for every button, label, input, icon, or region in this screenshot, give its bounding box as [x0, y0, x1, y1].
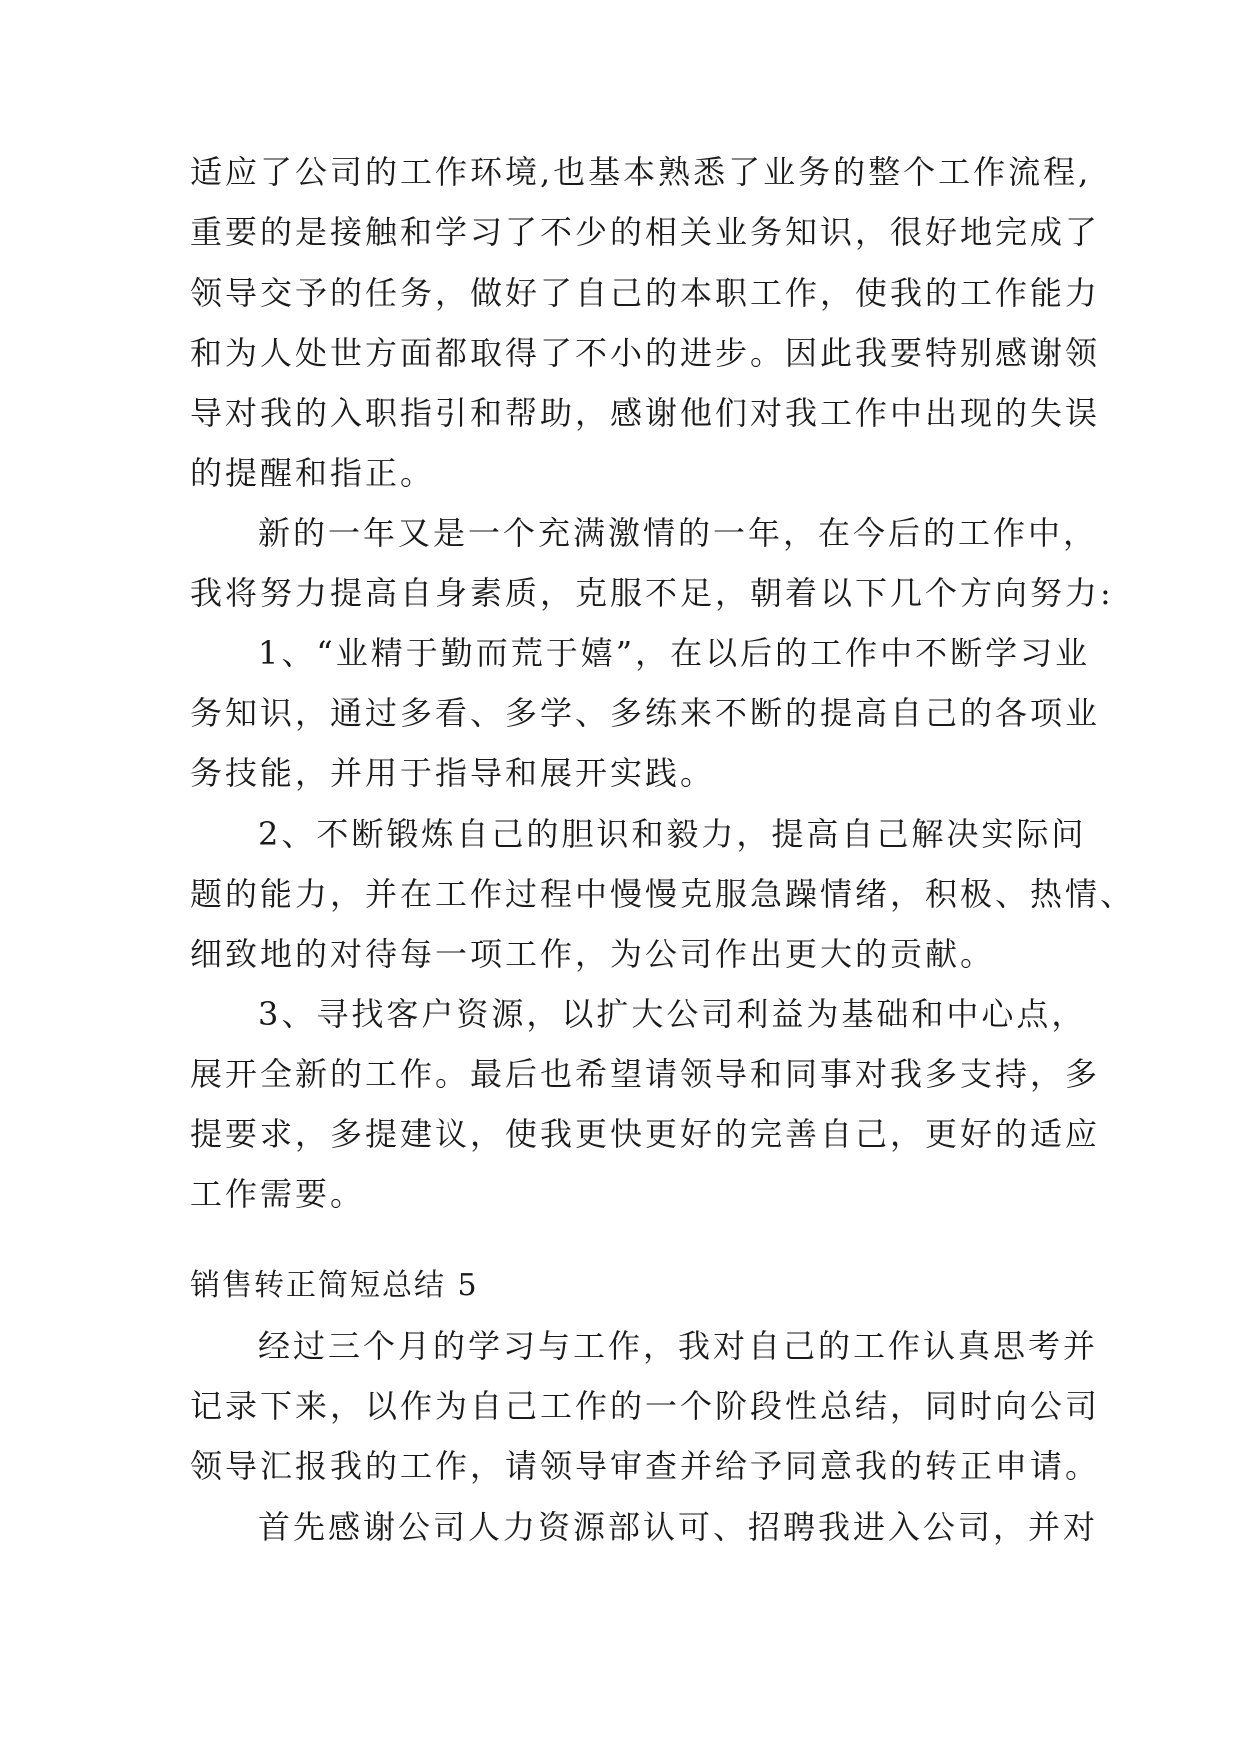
- list-item-line: 展开全新的工作。最后也希望请领导和同事对我多支持，多: [190, 1055, 1101, 1093]
- list-item-line: 务技能，并用于指导和展开实践。: [190, 754, 716, 792]
- paragraph-line: 适应了公司的工作环境,也基本熟悉了业务的整个工作流程,: [190, 153, 1092, 191]
- paragraph-line: 首先感谢公司人力资源部认可、招聘我进入公司，并对: [258, 1508, 1099, 1546]
- paragraph-line: 我将努力提高自身素质，克服不足，朝着以下几个方向努力:: [190, 574, 1114, 612]
- list-item-line: 1、“业精于勤而荒于嬉”，在以后的工作中不断学习业: [258, 634, 1091, 672]
- list-item-line: 2、不断锻炼自己的胆识和毅力，提高自己解决实际问: [258, 815, 1087, 853]
- paragraph-line: 的提醒和指正。: [190, 454, 436, 492]
- list-item-line: 题的能力，并在工作过程中慢慢克服急躁情绪，积极、热情、: [190, 875, 1136, 913]
- paragraph-line: 经过三个月的学习与工作，我对自己的工作认真思考并: [258, 1327, 1099, 1365]
- paragraph-line: 导对我的入职指引和帮助，感谢他们对我工作中出现的失误: [190, 394, 1101, 432]
- list-item-line: 3、寻找客户资源，以扩大公司利益为基础和中心点，: [258, 995, 1087, 1033]
- paragraph-line: 和为人处世方面都取得了不小的进步。因此我要特别感谢领: [190, 334, 1101, 372]
- paragraph-line: 领导汇报我的工作，请领导审查并给予同意我的转正申请。: [190, 1447, 1101, 1485]
- list-item-line: 工作需要。: [190, 1175, 366, 1213]
- list-item-line: 细致地的对待每一项工作，为公司作出更大的贡献。: [190, 935, 996, 973]
- paragraph-line: 记录下来，以作为自己工作的一个阶段性总结，同时向公司: [190, 1387, 1101, 1425]
- list-item-line: 提要求，多提建议，使我更快更好的完善自己，更好的适应: [190, 1115, 1101, 1153]
- list-item-line: 务知识，通过多看、多学、多练来不断的提高自己的各项业: [190, 694, 1101, 732]
- paragraph-line: 新的一年又是一个充满激情的一年，在今后的工作中，: [258, 514, 1099, 552]
- section-title: 销售转正简短总结 5: [190, 1268, 479, 1303]
- paragraph-line: 重要的是接触和学习了不少的相关业务知识，很好地完成了: [190, 213, 1101, 251]
- paragraph-line: 领导交予的任务，做好了自己的本职工作，使我的工作能力: [190, 274, 1101, 312]
